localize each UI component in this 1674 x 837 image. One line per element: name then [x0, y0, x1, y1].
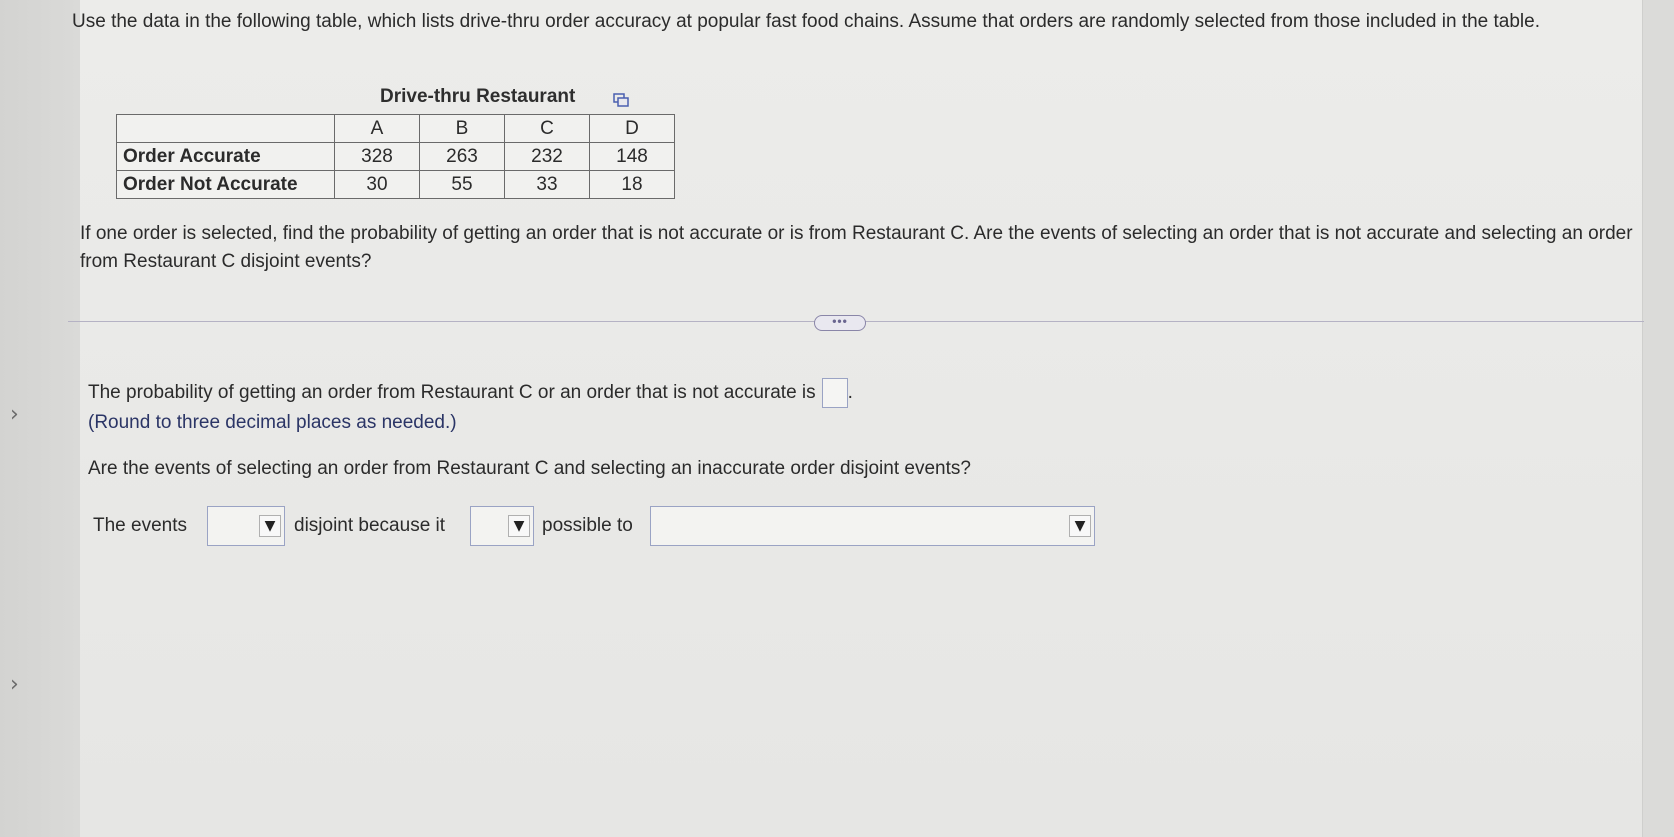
statement-part1: The events [93, 515, 187, 536]
table-corner-cell [117, 115, 335, 143]
chevron-right-icon[interactable]: › [10, 402, 19, 427]
round-hint: (Round to three decimal places as needed.) [88, 412, 457, 433]
statement-part3: possible to [542, 515, 633, 536]
probability-answer-input[interactable] [822, 378, 848, 408]
dropdown-arrow-icon: ▼ [1069, 515, 1091, 537]
dropdown-arrow-icon: ▼ [508, 515, 530, 537]
table-cell: 30 [335, 171, 420, 199]
row-header: Order Accurate [117, 143, 335, 171]
expand-more-button[interactable]: ••• [814, 315, 866, 331]
reason-dropdown[interactable] [650, 506, 1095, 546]
table-cell: 232 [505, 143, 590, 171]
question-text: If one order is selected, find the probability of getting an order that is not accurate or is from Restaurant C. Are the events of selecting an order that is not accurate and selecting an order from Restaurant C disjoint events? [80, 223, 1633, 272]
left-rail [0, 0, 81, 837]
table-caption: Drive-thru Restaurant [380, 86, 576, 107]
dropdown-arrow-icon: ▼ [259, 515, 281, 537]
is-is-not-dropdown[interactable] [470, 506, 534, 546]
row-header: Order Not Accurate [117, 171, 335, 199]
table-cell: 55 [420, 171, 505, 199]
table-row [117, 143, 675, 171]
probability-prompt: The probability of getting an order from Restaurant C or an order that is not accurate is [88, 382, 816, 404]
column-header: C [505, 115, 590, 143]
probability-suffix: . [847, 382, 853, 404]
are-are-not-dropdown[interactable] [207, 506, 285, 546]
table-cell: 263 [420, 143, 505, 171]
table-cell: 328 [335, 143, 420, 171]
disjoint-question: Are the events of selecting an order from Restaurant C and selecting an inaccurate order disjoint events? [88, 458, 971, 479]
statement-part2: disjoint because it [294, 515, 446, 536]
data-table [116, 114, 675, 199]
table-header-row [117, 115, 675, 143]
intro-text: Use the data in the following table, which lists drive-thru order accuracy at popular fast food chains. Assume that orders are randomly selected from those included in the table. [72, 11, 1541, 32]
chevron-right-icon[interactable]: › [10, 672, 19, 697]
table-cell: 148 [590, 143, 675, 171]
table-cell: 33 [505, 171, 590, 199]
column-header: D [590, 115, 675, 143]
column-header: B [420, 115, 505, 143]
right-edge [1642, 0, 1674, 837]
column-header: A [335, 115, 420, 143]
table-row [117, 171, 675, 199]
table-cell: 18 [590, 171, 675, 199]
copy-icon[interactable] [613, 92, 629, 108]
probability-line [88, 378, 853, 408]
